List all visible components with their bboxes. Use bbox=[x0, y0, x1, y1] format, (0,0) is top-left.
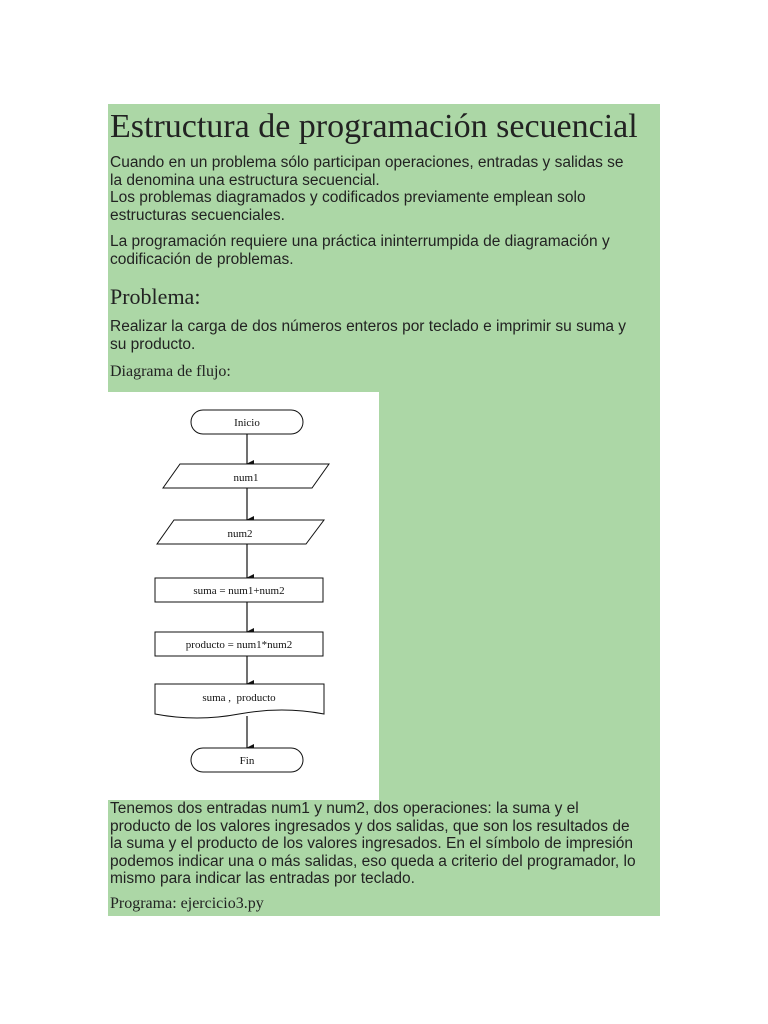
flow-end-label: Fin bbox=[239, 755, 255, 767]
practice-line: La programación requiere una práctica ininterrumpida de diagramación y bbox=[110, 233, 610, 250]
content-panel bbox=[108, 104, 660, 916]
practice-paragraph bbox=[110, 233, 658, 268]
problem-line: su producto. bbox=[110, 335, 196, 353]
program-label: Programa: ejercicio3.py bbox=[110, 894, 264, 912]
problem-paragraph bbox=[110, 318, 658, 353]
flow-input1-label: num1 bbox=[233, 472, 259, 484]
intro-line: estructuras secuenciales. bbox=[110, 206, 285, 224]
intro-line: Los problemas diagramados y codificados previamente emplean solo bbox=[110, 189, 586, 206]
flow-output-label: suma , producto bbox=[202, 692, 276, 704]
explanation-line: mismo para indicar las entradas por teclado. bbox=[110, 870, 415, 887]
flow-process2-label: producto = num1*num2 bbox=[185, 639, 293, 651]
problem-line: Realizar la carga de dos números enteros por teclado e imprimir su suma y bbox=[110, 318, 627, 335]
explanation-line: la suma y el producto de los valores ingresados. En el símbolo de impresión bbox=[110, 835, 633, 852]
practice-line: codificación de problemas. bbox=[110, 250, 294, 268]
flow-process1-label: suma = num1+num2 bbox=[193, 585, 285, 597]
page-title: Estructura de programación secuencial bbox=[110, 108, 638, 145]
intro-line: la denomina una estructura secuencial. bbox=[110, 171, 380, 189]
explanation-section bbox=[110, 800, 660, 914]
diagram-label: Diagrama de flujo: bbox=[110, 363, 231, 380]
intro-line: Cuando en un problema sólo participan operaciones, entradas y salidas se bbox=[110, 154, 624, 171]
explanation-line: Tenemos dos entradas num1 y num2, dos operaciones: la suma y el bbox=[110, 800, 579, 817]
explanation-line: producto de los valores ingresados y dos salidas, que son los resultados de bbox=[110, 817, 630, 835]
flow-input2-label: num2 bbox=[227, 528, 253, 540]
explanation-line: podemos indicar una o más salidas, eso queda a criterio del programador, lo bbox=[110, 852, 636, 870]
flow-start-label: Inicio bbox=[234, 417, 260, 429]
intro-paragraph bbox=[110, 154, 658, 224]
flowchart-diagram bbox=[108, 392, 379, 800]
problem-heading: Problema: bbox=[110, 284, 201, 309]
flowchart-svg bbox=[108, 392, 379, 800]
